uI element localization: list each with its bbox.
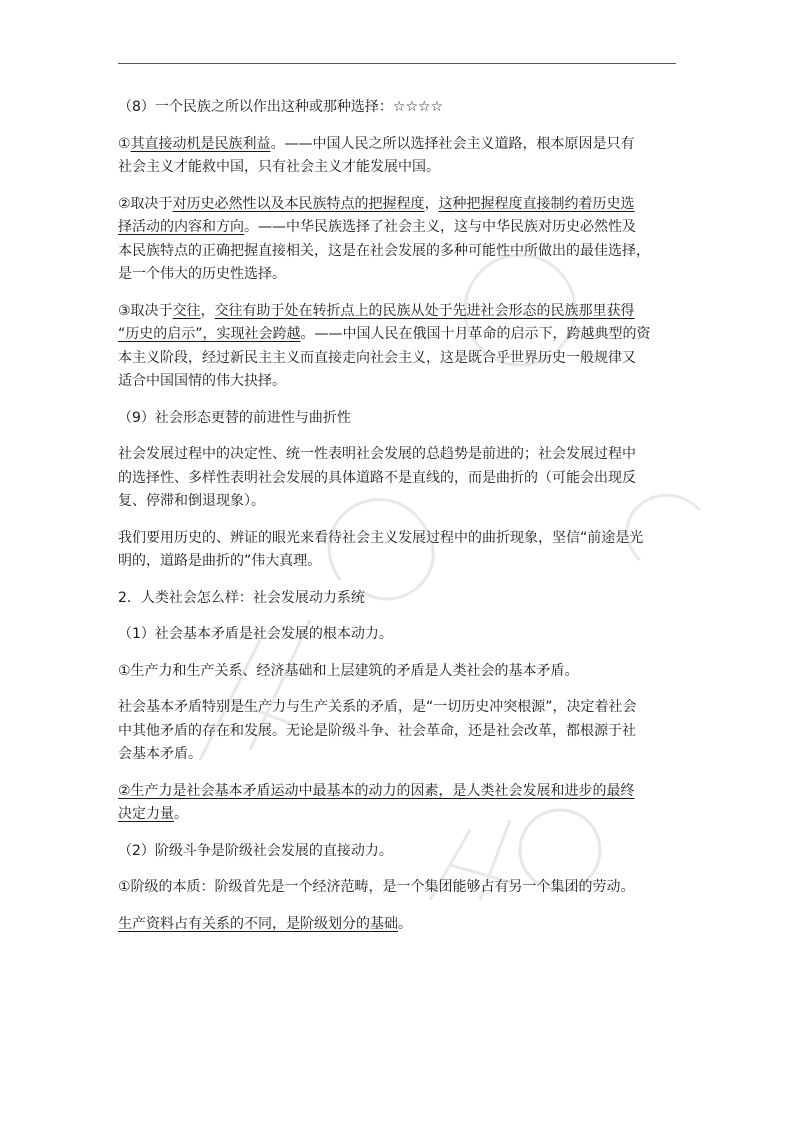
underlined-text: ②生产力是社会基本矛盾运动中最基本的动力的因素，是人类社会发展和进步的最终 xyxy=(118,782,635,799)
text-run: ②取决于 xyxy=(118,195,173,212)
text-run: （1）社会基本矛盾是社会发展的根本动力。 xyxy=(118,626,393,642)
text-run: 是一个伟大的历史性选择。 xyxy=(118,266,286,282)
text-run: 。——中国人民之所以选择社会主义道路，根本原因是只有 xyxy=(270,135,635,152)
paragraph xyxy=(118,840,698,864)
underlined-text: 对历史必然性以及本民族特点的把握程度 xyxy=(172,195,425,212)
text-line xyxy=(118,527,698,551)
underlined-text: 决定力量 xyxy=(118,806,174,822)
text-run: ① xyxy=(118,135,131,152)
text-line xyxy=(118,216,698,240)
text-run: ①阶级的本质：阶级首先是一个经济范畴，是一个集团能够占有另一个集团的劳动。 xyxy=(118,879,635,895)
text-line xyxy=(118,323,698,347)
underlined-text: 择活动的内容和方向 xyxy=(118,219,244,235)
text-run: 本民族特点的正确把握直接相关，这是在社会发展的多种可能性中所做出的最佳选择， xyxy=(118,242,650,259)
text-line xyxy=(118,876,698,900)
text-line xyxy=(118,96,698,120)
underlined-text: “历史的启示”，实现社会跨越 xyxy=(118,326,301,342)
text-run: ， xyxy=(424,195,439,212)
header-rule xyxy=(118,63,676,64)
paragraph xyxy=(118,96,698,120)
text-line xyxy=(118,263,698,287)
text-run: 社会发展过程中的决定性、统一性表明社会发展的总趋势是前进的；社会发展过程中 xyxy=(118,446,636,462)
text-run: 2．人类社会怎么样：社会发展动力系统 xyxy=(118,589,365,606)
text-line xyxy=(118,443,698,467)
paragraph xyxy=(118,696,698,767)
text-line xyxy=(118,696,698,720)
paragraph xyxy=(118,913,698,937)
text-run: （8）一个民族之所以作出这种或那种选择：☆☆☆☆ xyxy=(118,99,444,115)
text-run: 中其他矛盾的存在和发展。无论是阶级斗争、社会革命，还是社会改革，都根源于社 xyxy=(118,722,636,739)
text-line xyxy=(118,913,698,937)
text-run: ， xyxy=(200,302,215,319)
paragraph xyxy=(118,443,698,514)
text-line xyxy=(118,407,698,431)
text-line xyxy=(118,156,698,180)
text-run: 明的，道路是曲折的”伟大真理。 xyxy=(118,553,322,569)
underlined-text: 这种把握程度直接制约着历史选 xyxy=(438,195,635,212)
text-run: 。 xyxy=(174,806,188,822)
text-run: （9）社会形态更替的前进性与曲折性 xyxy=(118,409,351,426)
text-line xyxy=(118,347,698,371)
paragraph xyxy=(118,193,698,287)
text-run: ①生产力和生产关系、经济基础和上层建筑的矛盾是人类社会的基本矛盾。 xyxy=(118,662,579,679)
text-line xyxy=(118,803,698,827)
text-line xyxy=(118,300,698,324)
paragraph xyxy=(118,527,698,574)
text-line xyxy=(118,240,698,264)
text-line xyxy=(118,133,698,157)
text-line xyxy=(118,720,698,744)
paragraph xyxy=(118,780,698,827)
text-run: 本主义阶段，经过新民主主义而直接走向社会主义，这是既合乎世界历史一般规律又 xyxy=(118,349,636,366)
text-run: ③取决于 xyxy=(118,302,173,319)
underlined-text: 交往 xyxy=(172,302,201,319)
text-run: 的选择性、多样性表明社会发展的具体道路不是直线的，而是曲折的（可能会出现反 xyxy=(118,469,636,486)
text-line xyxy=(118,550,698,574)
text-run: 我们要用历史的、辨证的眼光来看待社会主义发展过程中的曲折现象，坚信“前途是光 xyxy=(118,529,644,546)
text-run: 社会主义才能救中国，只有社会主义才能发展中国。 xyxy=(118,159,440,175)
text-line xyxy=(118,743,698,767)
text-run: （2）阶级斗争是阶级社会发展的直接动力。 xyxy=(118,842,393,859)
underlined-text: 其直接动机是民族利益 xyxy=(130,135,271,152)
text-line xyxy=(118,660,698,684)
paragraph xyxy=(118,623,698,647)
paragraph xyxy=(118,876,698,900)
text-run: 。 xyxy=(398,915,412,932)
text-line xyxy=(118,780,698,804)
text-line xyxy=(118,587,698,611)
paragraph xyxy=(118,133,698,180)
text-run: 复、停滞和倒退现象）。 xyxy=(118,493,265,509)
text-line xyxy=(118,193,698,217)
paragraph xyxy=(118,587,698,611)
paragraph xyxy=(118,407,698,431)
text-run: 。——中华民族选择了社会主义，这与中华民族对历史必然性及 xyxy=(244,219,636,235)
text-line xyxy=(118,370,698,394)
paragraph xyxy=(118,300,698,394)
text-run: 会基本矛盾。 xyxy=(118,746,202,762)
text-run: 适合中国国情的伟大抉择。 xyxy=(118,373,286,389)
paragraph xyxy=(118,660,698,684)
text-line xyxy=(118,490,698,514)
text-line xyxy=(118,623,698,647)
text-run: 。——中国人民在俄国十月革命的启示下，跨越典型的资 xyxy=(300,326,651,342)
document-body xyxy=(118,96,698,949)
text-line xyxy=(118,467,698,491)
text-line xyxy=(118,840,698,864)
text-run: 社会基本矛盾特别是生产力与生产关系的矛盾，是“一切历史冲突根源”，决定着社会 xyxy=(118,699,637,715)
underlined-text: 生产资料占有关系的不同，是阶级划分的基础 xyxy=(118,915,398,932)
underlined-text: 交往有助于处在转折点上的民族从处于先进社会形态的民族那里获得 xyxy=(214,302,635,319)
